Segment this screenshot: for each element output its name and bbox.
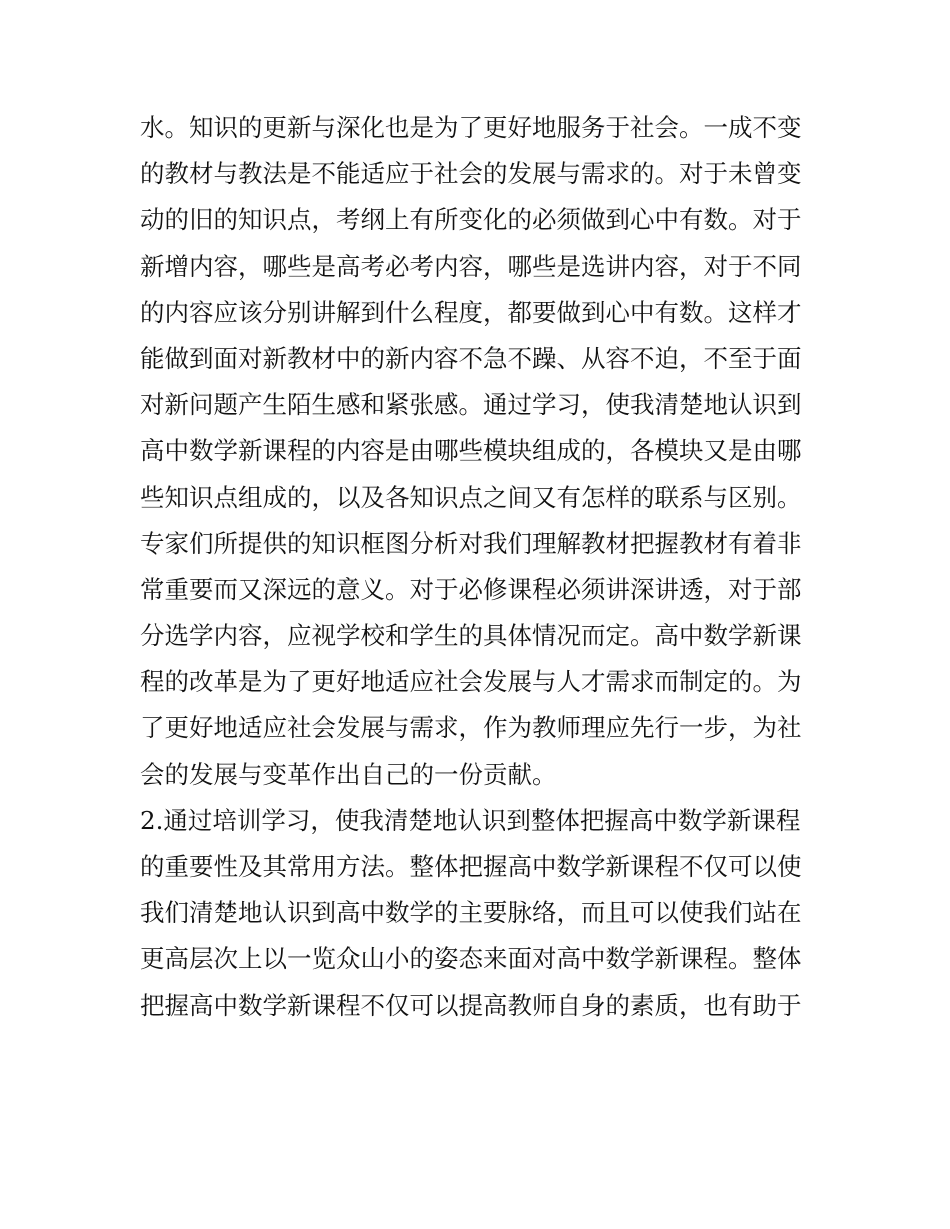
text-line: 把握高中数学新课程不仅可以提高教师自身的素质，也有助于 [140, 990, 802, 1020]
text-line: 2.通过培训学习，使我清楚地认识到整体把握高中数学新课程 [140, 805, 801, 835]
text-line: 些知识点组成的，以及各知识点之间又有怎样的联系与区别。 [140, 482, 802, 512]
text-line: 动的旧的知识点，考纲上有所变化的必须做到心中有数。对于 [140, 205, 802, 235]
text-line: 程的改革是为了更好地适应社会发展与人才需求而制定的。为 [140, 667, 802, 697]
text-line: 分选学内容，应视学校和学生的具体情况而定。高中数学新课 [140, 621, 802, 651]
text-line: 专家们所提供的知识框图分析对我们理解教材把握教材有着非 [140, 528, 802, 558]
text-line: 的重要性及其常用方法。整体把握高中数学新课程不仅可以使 [140, 852, 802, 881]
text-line: 常重要而又深远的意义。对于必修课程必须讲深讲透，对于部 [140, 574, 802, 604]
text-line: 我们清楚地认识到高中数学的主要脉络，而且可以使我们站在 [140, 898, 802, 928]
text-line: 新增内容，哪些是高考必考内容，哪些是选讲内容，对于不同 [140, 251, 802, 281]
text-line: 会的发展与变革作出自己的一份贡献。 [140, 759, 557, 789]
text-line: 的内容应该分别讲解到什么程度，都要做到心中有数。这样才 [140, 297, 802, 327]
text-line: 水。知识的更新与深化也是为了更好地服务于社会。一成不变 [140, 113, 802, 142]
text-line: 了更好地适应社会发展与需求，作为教师理应先行一步，为社 [140, 713, 802, 743]
text-line: 能做到面对新教材中的新内容不急不躁、从容不迫，不至于面 [140, 343, 802, 373]
text-line: 对新问题产生陌生感和紧张感。通过学习，使我清楚地认识到 [140, 390, 802, 420]
text-line: 高中数学新课程的内容是由哪些模块组成的，各模块又是由哪 [140, 436, 802, 466]
text-line: 的教材与教法是不能适应于社会的发展与需求的。对于未曾变 [140, 159, 802, 189]
document-body [140, 105, 820, 1029]
text-line: 更高层次上以一览众山小的姿态来面对高中数学新课程。整体 [140, 944, 802, 974]
